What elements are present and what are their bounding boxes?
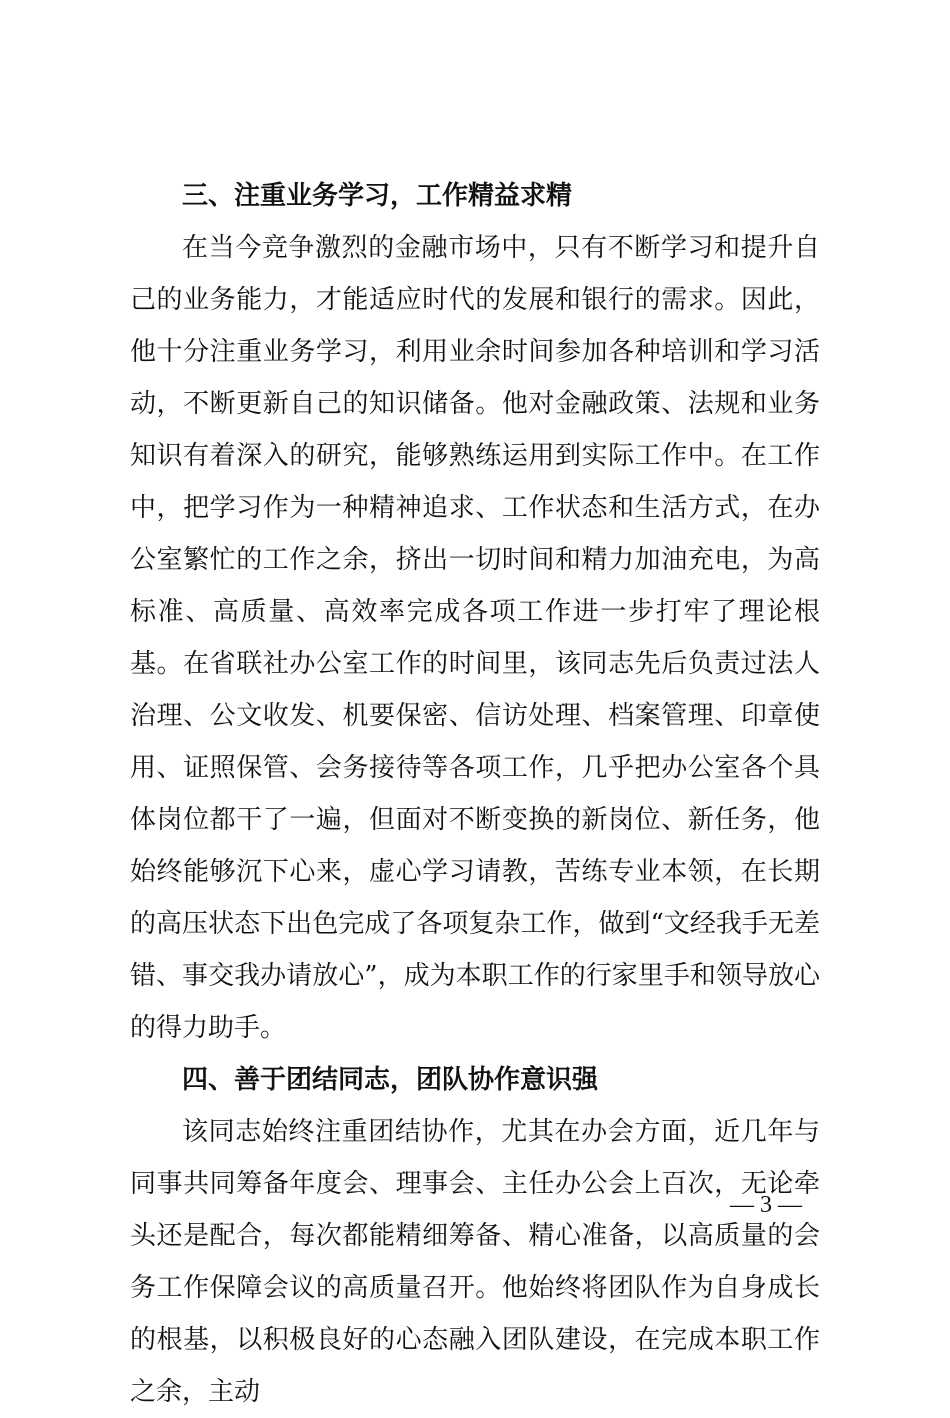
section-paragraph-4: 该同志始终注重团结协作，尤其在办会方面，近几年与同事共同筹备年度会、理事会、主任办公会上百次，无论牵头还是配合，每次都能精细筹备、精心准备，以高质量的会务工作保障会议的高质量召开。他始终将团队作为自身成长的根基，以积极良好的心态融入团队建设，在完成本职工作之余，主动: [130, 1117, 820, 1407]
section-heading-4: 四、善于团结同志，团队协作意识强: [182, 1065, 599, 1095]
section-heading-3: 三、注重业务学习，工作精益求精: [182, 181, 573, 211]
page-number: — 3 —: [730, 1192, 802, 1218]
section-paragraph-3: 在当今竞争激烈的金融市场中，只有不断学习和提升自己的业务能力，才能适应时代的发展和银行的需求。因此，他十分注重业务学习，利用业余时间参加各种培训和学习活动，不断更新自己的知识储备。他对金融政策、法规和业务知识有着深入的研究，能够熟练运用到实际工作中。在工作中，把学习作为一种精神追求、工作状态和生活方式，在办公室繁忙的工作之余，挤出一切时间和精力加油充电，为高标准、高质量、高效率完成各项工作进一步打牢了理论根基。在省联社办公室工作的时间里，该同志先后负责过法人治理、公文收发、机要保密、信访处理、档案管理、印章使用、证照保管、会务接待等各项工作，几乎把办公室各个具体岗位都干了一遍，但面对不断变换的新岗位、新任务，他始终能够沉下心来，虚心学习请教，苦练专业本领，在长期的高压状态下出色完成了各项复杂工作，做到“文经我手无差错、事交我办请放心”，成为本职工作的行家里手和领导放心的得力助手。: [130, 233, 820, 1043]
document-body: [130, 170, 820, 1418]
